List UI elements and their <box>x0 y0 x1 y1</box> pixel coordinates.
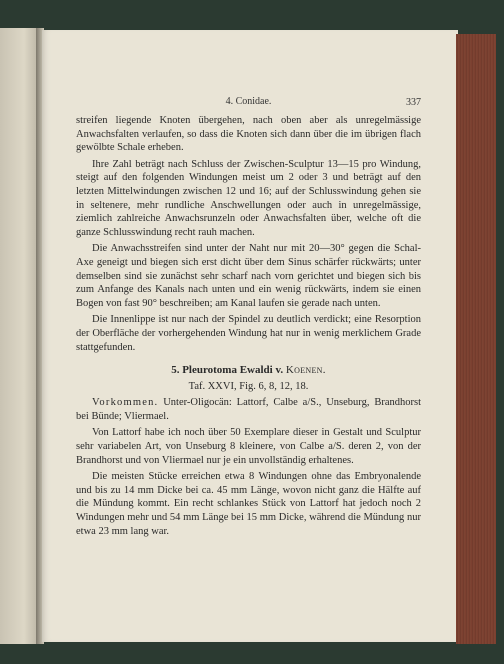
paragraph: Ihre Zahl beträgt nach Schluss der Zwischen-Sculptur 13—15 pro Windung, steigt auf den folgenden Windungen meist um 2 oder 3 und beträgt auf den letzten Mittelwindungen zwischen 12 und 16; auf der Schlusswindung gehen sie in seltenere, mehr rundliche Anschwellungen oder auch in unregelmässige, ziemlich zahlreiche Anwachsrunzeln oder Anwachsfalten über, welche oft die ganze Schlusswindung recht rauh machen. <box>76 158 421 238</box>
page-block-edges <box>456 34 496 644</box>
paragraph: Von Lattorf habe ich noch über 50 Exemplare dieser in Gestalt und Sculptur sehr variabelen Art, von Unseburg 8 kleinere, von Calbe a/S. deren 2, von der Brandhorst und von Vliermael nur je ein unvollständig erhaltenes. <box>76 427 421 466</box>
page-number: 337 <box>406 97 421 108</box>
paragraph-occurrence <box>76 396 421 423</box>
paragraph: Die Innenlippe ist nur nach der Spindel zu deutlich verdickt; eine Resorption der Oberfläche der vorhergehenden Windung hat nur in wenig merklichem Grade stattgefunden. <box>76 314 421 353</box>
paragraph: Die Anwachsstreifen sind unter der Naht nur mit 20—30° gegen die Schal-Axe geneigt und biegen sich erst dicht über dem Sinus schärfer rückwärts; unter demselben sind sie zunächst sehr scharf nach vorn gerichtet und biegen sich bis zum Anfange des Kanals nach unten und ein wenig rückwärts, indem sie einen Bogen von fast 90° beschreiben; am Kanal laufen sie gerade nach unten. <box>76 243 421 309</box>
species-name: 5. Pleurotoma Ewaldi v. <box>171 364 284 377</box>
paragraph: streifen liegende Knoten übergehen, nach oben aber als unregelmässige Anwachsfalten verlaufen, so dass die Knoten sich dann über die im übrigen flach gewölbte Schale erheben. <box>76 115 421 154</box>
page-text <box>76 114 421 541</box>
occurrence-label: Vorkommen. <box>92 397 159 409</box>
species-heading <box>76 364 421 378</box>
running-head <box>76 96 421 110</box>
paragraph: Die meisten Stücke erreichen etwa 8 Windungen ohne das Embryonalende und bis zu 14 mm Dicke bei ca. 45 mm Länge, wovon nicht ganz die Hälfte auf die Mündung kommt. Ein recht schlankes Stück von Lattorf hat jedoch noch 2 Windungen mehr und 54 mm Länge bei 15 mm Dicke, während die Mündung nur etwa 23 mm lang war. <box>76 471 421 537</box>
facing-page-edge <box>0 28 40 644</box>
occurrence-text: Unter-Oligocän: Lattorf, Calbe a/S., Unseburg, Brandhorst bei Bünde; Vliermael. <box>76 397 421 422</box>
section-title: 4. Conidae. <box>225 96 272 107</box>
plate-reference: Taf. XXVI, Fig. 6, 8, 12, 18. <box>188 380 309 392</box>
species-author: Koenen. <box>285 364 326 377</box>
